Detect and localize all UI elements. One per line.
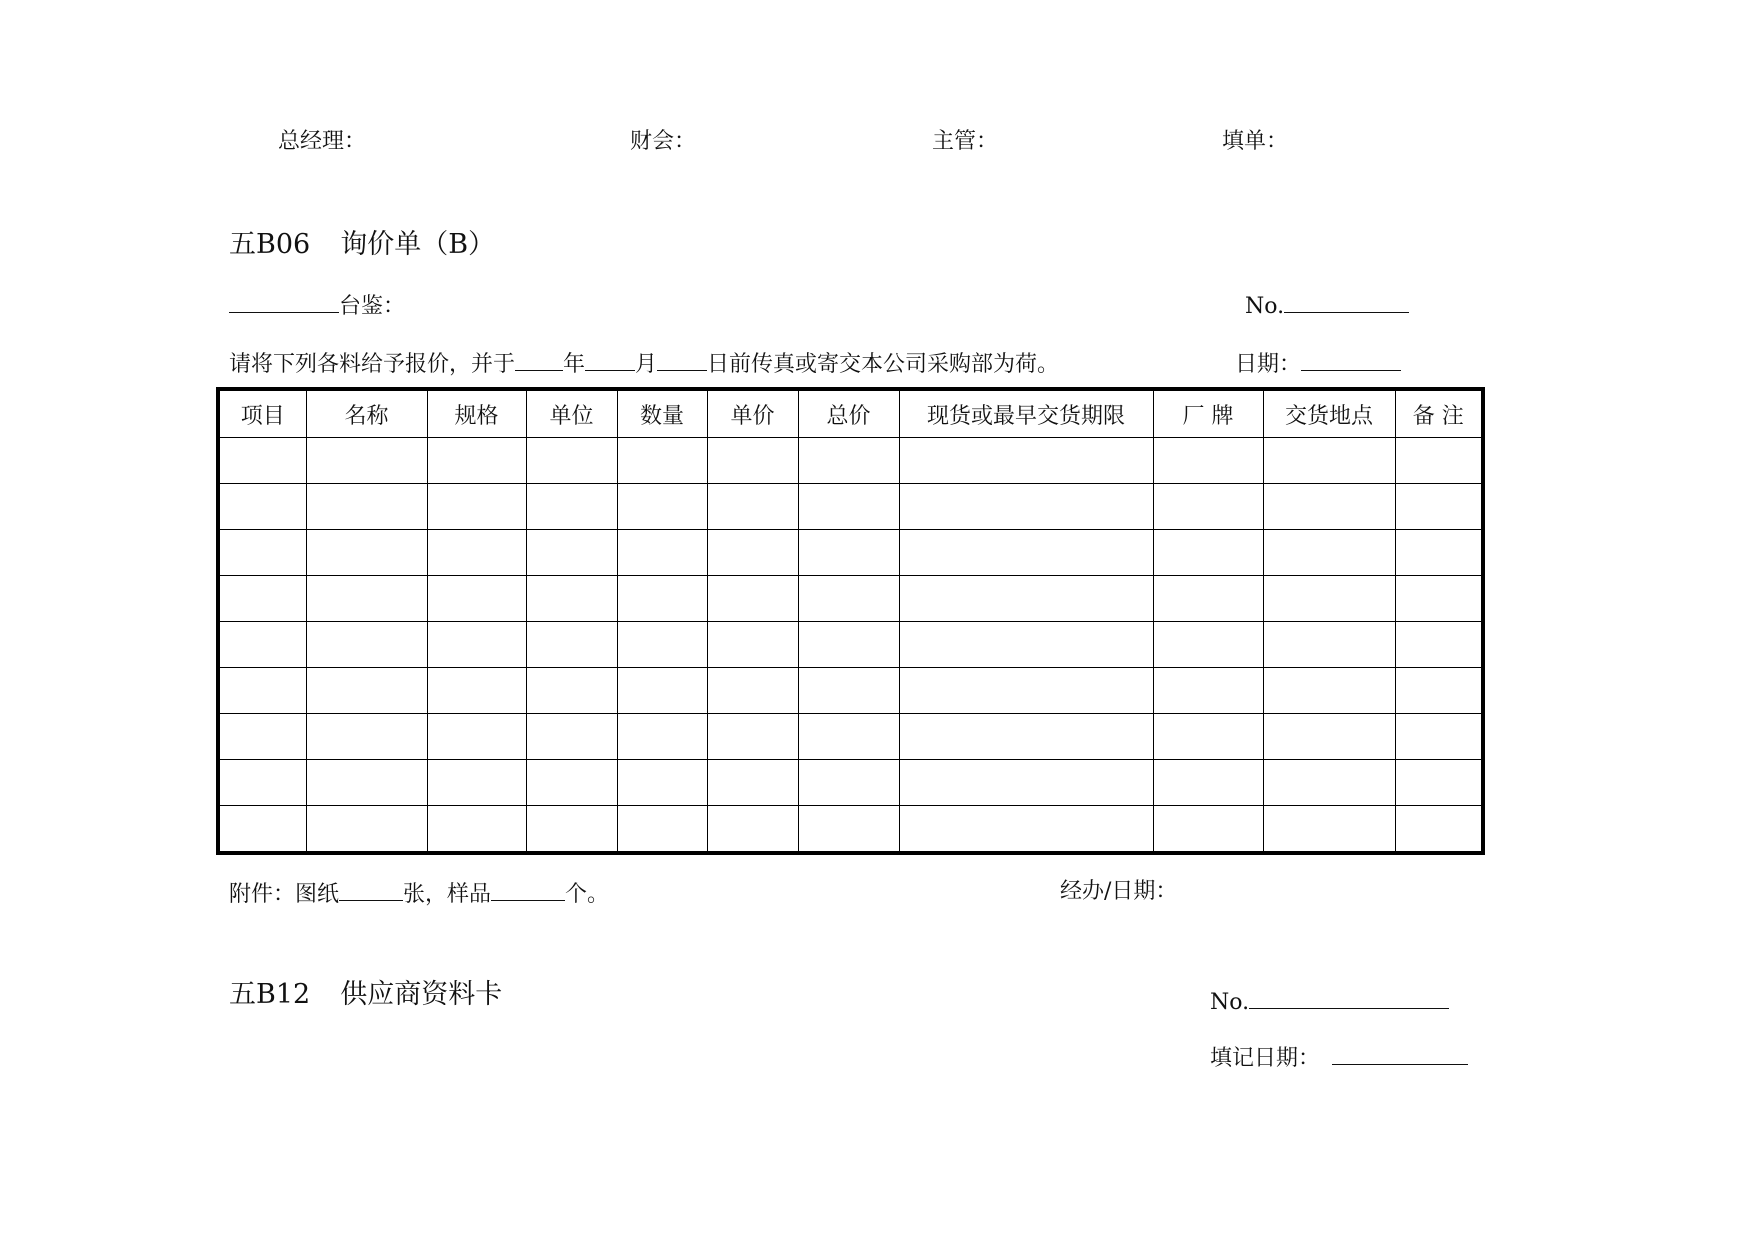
table-cell[interactable]: [899, 668, 1153, 714]
section2-no-blank[interactable]: [1249, 986, 1449, 1009]
request-text-1: 请将下列各料给予报价，并于: [229, 352, 516, 377]
table-cell[interactable]: [306, 760, 427, 806]
general-manager-label: 总经理：: [278, 129, 367, 154]
table-cell[interactable]: [798, 622, 899, 668]
table-cell[interactable]: [1395, 806, 1483, 854]
table-cell[interactable]: [899, 576, 1153, 622]
table-cell[interactable]: [526, 484, 617, 530]
table-cell[interactable]: [798, 668, 899, 714]
table-cell[interactable]: [798, 714, 899, 760]
table-cell[interactable]: [798, 806, 899, 854]
column-header: 交货地点: [1263, 389, 1395, 438]
table-cell[interactable]: [427, 806, 526, 854]
table-row: [218, 806, 1483, 854]
section1-no: [1245, 290, 1409, 321]
handler-date-label: 经办/日期：: [1060, 879, 1178, 904]
table-cell[interactable]: [218, 438, 306, 484]
table-cell[interactable]: [798, 760, 899, 806]
month-blank[interactable]: [585, 348, 635, 371]
table-cell[interactable]: [1395, 438, 1483, 484]
table-cell[interactable]: [617, 668, 707, 714]
column-header: 总价: [798, 389, 899, 438]
table-cell[interactable]: [306, 438, 427, 484]
table-cell[interactable]: [1153, 484, 1263, 530]
section2-no: [1210, 986, 1449, 1017]
table-cell[interactable]: [218, 622, 306, 668]
table-cell[interactable]: [526, 760, 617, 806]
table-cell[interactable]: [218, 576, 306, 622]
section1-date: [1235, 348, 1401, 379]
attachment-line: [229, 878, 609, 909]
table-cell[interactable]: [427, 622, 526, 668]
table-cell[interactable]: [427, 438, 526, 484]
request-line: [229, 348, 1059, 379]
table-cell[interactable]: [617, 438, 707, 484]
table-cell[interactable]: [1263, 760, 1395, 806]
table-cell[interactable]: [218, 806, 306, 854]
table-cell[interactable]: [617, 806, 707, 854]
table-cell[interactable]: [899, 622, 1153, 668]
table-cell[interactable]: [427, 760, 526, 806]
table-cell[interactable]: [1153, 760, 1263, 806]
table-cell[interactable]: [306, 668, 427, 714]
table-cell[interactable]: [526, 530, 617, 576]
table-row: [218, 484, 1483, 530]
table-cell[interactable]: [1263, 806, 1395, 854]
table-cell[interactable]: [1263, 668, 1395, 714]
section1-title-code: 五B06: [229, 229, 311, 260]
table-cell[interactable]: [1395, 760, 1483, 806]
salutation-line: [229, 290, 405, 321]
attachment-label: 附件：图纸: [229, 882, 340, 907]
table-cell[interactable]: [526, 806, 617, 854]
table-cell[interactable]: [1263, 714, 1395, 760]
table-row: [218, 714, 1483, 760]
table-cell[interactable]: [526, 668, 617, 714]
section2-no-label: No.: [1210, 990, 1250, 1015]
table-header-row: [218, 389, 1483, 438]
table-cell[interactable]: [1263, 530, 1395, 576]
table-cell[interactable]: [707, 438, 798, 484]
table-cell[interactable]: [617, 484, 707, 530]
table-cell[interactable]: [899, 438, 1153, 484]
column-header: 项目: [218, 389, 306, 438]
table-row: [218, 668, 1483, 714]
table-cell[interactable]: [798, 576, 899, 622]
section1-title-name: 询价单（B）: [340, 229, 496, 260]
table-cell[interactable]: [306, 806, 427, 854]
table-cell[interactable]: [1153, 668, 1263, 714]
table-cell[interactable]: [1153, 438, 1263, 484]
table-cell[interactable]: [1395, 576, 1483, 622]
table-cell[interactable]: [427, 668, 526, 714]
table-cell[interactable]: [1153, 622, 1263, 668]
table-cell[interactable]: [306, 576, 427, 622]
table-cell[interactable]: [427, 576, 526, 622]
table-cell[interactable]: [617, 622, 707, 668]
pieces-unit-label: 个。: [565, 882, 610, 907]
column-header: 规格: [427, 389, 526, 438]
table-cell[interactable]: [707, 484, 798, 530]
table-cell[interactable]: [218, 714, 306, 760]
table-cell[interactable]: [899, 530, 1153, 576]
request-text-2: 日前传真或寄交本公司采购部为荷。: [707, 352, 1060, 377]
drawings-count-blank[interactable]: [339, 878, 403, 901]
section1-title: [229, 229, 495, 261]
table-cell[interactable]: [427, 714, 526, 760]
table-cell[interactable]: [218, 484, 306, 530]
sheets-unit-label: 张，样品: [403, 882, 492, 907]
table-row: [218, 530, 1483, 576]
table-cell[interactable]: [798, 438, 899, 484]
table-cell[interactable]: [617, 714, 707, 760]
table-cell[interactable]: [707, 806, 798, 854]
fill-date: [1210, 1042, 1468, 1073]
column-header: 现货或最早交货期限: [899, 389, 1153, 438]
table-cell[interactable]: [707, 576, 798, 622]
table-cell[interactable]: [617, 760, 707, 806]
recipient-blank[interactable]: [229, 290, 339, 313]
table-cell[interactable]: [1153, 714, 1263, 760]
column-header: 单价: [707, 389, 798, 438]
samples-count-blank[interactable]: [491, 878, 565, 901]
table-cell[interactable]: [899, 484, 1153, 530]
table-cell[interactable]: [218, 668, 306, 714]
section1-no-label: No.: [1245, 294, 1285, 319]
table-cell[interactable]: [427, 530, 526, 576]
table-cell[interactable]: [1153, 530, 1263, 576]
table-cell[interactable]: [798, 530, 899, 576]
column-header: 单位: [526, 389, 617, 438]
column-header: 厂 牌: [1153, 389, 1263, 438]
table-cell[interactable]: [218, 530, 306, 576]
section1-no-blank[interactable]: [1284, 290, 1409, 313]
table-cell[interactable]: [798, 484, 899, 530]
table-cell[interactable]: [1395, 668, 1483, 714]
table-row: [218, 438, 1483, 484]
column-header: 名称: [306, 389, 427, 438]
section2-title-code: 五B12: [229, 979, 311, 1010]
table-cell[interactable]: [1395, 484, 1483, 530]
table-cell[interactable]: [617, 576, 707, 622]
table-cell[interactable]: [526, 714, 617, 760]
table-cell[interactable]: [1263, 576, 1395, 622]
section1-date-blank[interactable]: [1301, 348, 1401, 371]
year-label: 年: [563, 352, 586, 377]
table-cell[interactable]: [306, 714, 427, 760]
section2-title-name: 供应商资料卡: [340, 979, 503, 1010]
day-blank[interactable]: [657, 348, 707, 371]
table-cell[interactable]: [899, 714, 1153, 760]
table-cell[interactable]: [306, 484, 427, 530]
fill-date-blank[interactable]: [1332, 1042, 1468, 1065]
table-cell[interactable]: [526, 622, 617, 668]
table-row: [218, 576, 1483, 622]
table-cell[interactable]: [899, 760, 1153, 806]
year-blank[interactable]: [515, 348, 563, 371]
table-cell[interactable]: [707, 668, 798, 714]
table-cell[interactable]: [306, 622, 427, 668]
salutation-label: 台鉴：: [339, 294, 406, 319]
filler-label: 填单：: [1222, 129, 1289, 154]
table-cell[interactable]: [707, 760, 798, 806]
fill-date-label: 填记日期：: [1210, 1046, 1321, 1071]
table-cell[interactable]: [218, 760, 306, 806]
table-cell[interactable]: [1263, 438, 1395, 484]
table-cell[interactable]: [707, 530, 798, 576]
table-cell[interactable]: [1263, 622, 1395, 668]
column-header: 备 注: [1395, 389, 1483, 438]
table-cell[interactable]: [707, 714, 798, 760]
table-cell[interactable]: [526, 576, 617, 622]
table-cell[interactable]: [306, 530, 427, 576]
table-cell[interactable]: [1153, 806, 1263, 854]
inquiry-table: [216, 387, 1485, 855]
table-cell[interactable]: [707, 622, 798, 668]
table-row: [218, 760, 1483, 806]
month-label: 月: [635, 352, 658, 377]
table-cell[interactable]: [1153, 576, 1263, 622]
table-cell[interactable]: [617, 530, 707, 576]
finance-label: 财会：: [630, 129, 697, 154]
section2-title: [229, 979, 502, 1011]
table-cell[interactable]: [526, 438, 617, 484]
column-header: 数量: [617, 389, 707, 438]
supervisor-label: 主管：: [932, 129, 999, 154]
table-cell[interactable]: [899, 806, 1153, 854]
table-row: [218, 622, 1483, 668]
table-cell[interactable]: [427, 484, 526, 530]
table-cell[interactable]: [1395, 714, 1483, 760]
table-cell[interactable]: [1395, 530, 1483, 576]
table-cell[interactable]: [1263, 484, 1395, 530]
section1-date-label: 日期：: [1235, 352, 1302, 377]
table-cell[interactable]: [1395, 622, 1483, 668]
